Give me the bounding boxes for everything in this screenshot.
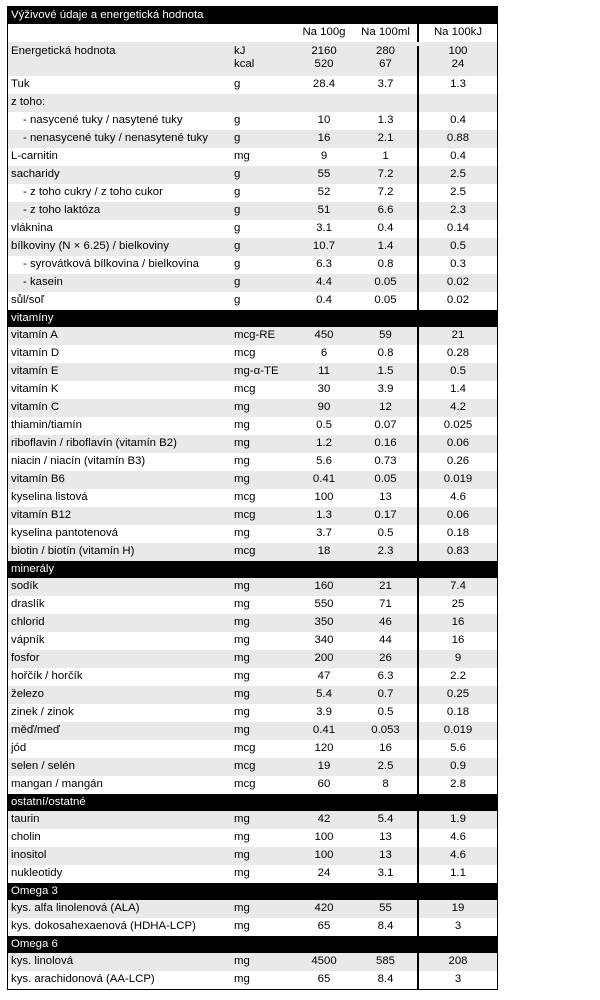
nutrient-unit: mg: [234, 955, 250, 968]
table-row: [8, 274, 497, 292]
nutrient-unit: mcg: [234, 742, 256, 755]
nutrient-name: biotin / biotín (vitamín H): [11, 545, 135, 558]
value-per100kj: 0.3: [417, 256, 497, 274]
table-row: [8, 112, 497, 130]
value-per100kj: 2.3: [417, 202, 497, 220]
value-per100ml: 55: [379, 902, 392, 915]
table-row: [8, 417, 497, 435]
value-per100kj: 19: [417, 900, 497, 918]
table-row: [8, 543, 497, 561]
table-row: [8, 256, 497, 274]
value-per100g: 100: [314, 849, 334, 862]
value-per100kj: 2.8: [417, 776, 497, 794]
nutrient-unit: mg-α-TE: [234, 365, 279, 378]
value-per100g: 350: [314, 616, 334, 629]
nutrient-unit: mg: [234, 920, 250, 933]
value-per100g: 100: [314, 831, 334, 844]
value-per100g: 55: [317, 168, 331, 181]
table-row: [8, 525, 497, 543]
nutrient-name: vláknina: [11, 222, 53, 235]
value-per100kj: 0.28: [417, 345, 497, 363]
value-per100kj: 0.5: [417, 363, 497, 381]
nutrient-name: taurin: [11, 813, 40, 826]
nutrient-unit: g: [234, 78, 241, 91]
table-sections: [8, 76, 497, 989]
nutrient-unit: mg: [234, 867, 250, 880]
value-per100kj: 2.5: [417, 166, 497, 184]
column-header-per100ml: Na 100ml: [361, 26, 410, 39]
value-per100kj: 0.88: [417, 130, 497, 148]
value-per100kj: 0.019: [417, 471, 497, 489]
value-per100g: 9: [320, 150, 328, 163]
table-row: [8, 345, 497, 363]
table-row: [8, 507, 497, 525]
value-per100kj: 4.6: [417, 829, 497, 847]
value-per100g: 3.9: [316, 706, 332, 719]
value-per100ml: 7.2: [377, 168, 394, 181]
value-per100ml: 26: [379, 652, 392, 665]
table-row: [8, 650, 497, 668]
value-per100kj: 0.5: [417, 238, 497, 256]
table-row: [8, 900, 497, 918]
value-per100ml: 3.7: [377, 78, 394, 91]
value-per100ml: 0.8: [377, 258, 394, 271]
table-row: [8, 453, 497, 471]
section-header: minerály: [8, 561, 497, 578]
value-per100g: 100: [314, 491, 334, 504]
value-per100kj: 0.06: [417, 435, 497, 453]
value-per100kj: [417, 94, 497, 112]
nutrition-table: [7, 6, 498, 990]
nutrient-unit: mcg: [234, 347, 256, 360]
value-per100g: 60: [317, 778, 331, 791]
value-per100ml: 13: [379, 491, 392, 504]
nutrient-name: thiamin/tiamín: [11, 419, 82, 432]
nutrient-unit: mg: [234, 670, 250, 683]
section-header: ostatní/ostatné: [8, 794, 497, 811]
value-per100ml: 1.4: [377, 240, 394, 253]
table-row: [8, 632, 497, 650]
value-per100g: 0.41: [312, 724, 336, 737]
nutrient-name: kys. arachidonová (AA-LCP): [11, 973, 155, 986]
value-per100g: 120: [314, 742, 334, 755]
value-per100g: 0.4: [316, 294, 332, 307]
energy-per100ml-kj: 280: [375, 45, 395, 57]
value-per100g: 200: [314, 652, 334, 665]
nutrient-unit: mg: [234, 706, 250, 719]
value-per100ml: 0.05: [374, 276, 397, 289]
value-per100ml: 3.1: [377, 867, 394, 880]
value-per100ml: 0.07: [374, 419, 397, 432]
table-row: [8, 292, 497, 310]
nutrient-unit: mcg-RE: [234, 329, 276, 342]
table-row: [8, 918, 497, 936]
value-per100ml: 2.5: [377, 760, 394, 773]
value-per100kj: 0.025: [417, 417, 497, 435]
value-per100kj: 0.25: [417, 686, 497, 704]
value-per100kj: 2.5: [417, 184, 497, 202]
value-per100g: 420: [314, 902, 334, 915]
nutrient-name: železo: [11, 688, 44, 701]
value-per100kj: 0.14: [417, 220, 497, 238]
value-per100ml: 585: [375, 955, 395, 968]
value-per100ml: 12: [379, 401, 392, 414]
value-per100ml: 0.5: [377, 527, 394, 540]
value-per100kj: 0.26: [417, 453, 497, 471]
nutrient-name: sodík: [11, 580, 39, 593]
value-per100kj: 0.18: [417, 704, 497, 722]
nutrient-name: kys. linolová: [11, 955, 74, 968]
value-per100kj: 1.4: [417, 381, 497, 399]
value-per100kj: 0.02: [417, 274, 497, 292]
value-per100g: 4500: [311, 955, 337, 968]
nutrient-name: - z toho cukry / z toho cukor: [23, 186, 163, 199]
nutrient-name: mangan / mangán: [11, 778, 103, 791]
value-per100kj: 9: [417, 650, 497, 668]
nutrient-unit: mg: [234, 652, 250, 665]
nutrient-name: vitamín B12: [11, 509, 72, 522]
value-per100ml: 3.9: [377, 383, 394, 396]
nutrient-name: cholin: [11, 831, 41, 844]
nutrient-name: Tuk: [11, 78, 30, 91]
nutrient-unit: g: [234, 276, 241, 289]
value-per100ml: 8.4: [377, 920, 394, 933]
value-per100g: 450: [314, 329, 334, 342]
value-per100g: 0.41: [312, 473, 336, 486]
nutrient-name: - z toho laktóza: [23, 204, 101, 217]
value-per100kj: 21: [417, 327, 497, 345]
nutrient-name: vitamín B6: [11, 473, 65, 486]
energy-name: Energetická hodnota: [11, 45, 116, 57]
value-per100g: 6: [320, 347, 328, 360]
nutrient-unit: g: [234, 294, 241, 307]
table-row: [8, 166, 497, 184]
nutrient-name: L-carnitin: [11, 150, 58, 163]
table-row: [8, 740, 497, 758]
value-per100kj: 4.6: [417, 847, 497, 865]
value-per100ml: 1: [382, 150, 389, 163]
value-per100ml: 0.5: [377, 706, 394, 719]
value-per100g: 10.7: [312, 240, 336, 253]
value-per100ml: 6.6: [377, 204, 394, 217]
energy-per100kj-kj: 100: [448, 45, 468, 57]
value-per100ml: 0.05: [374, 473, 397, 486]
nutrient-unit: g: [234, 240, 241, 253]
value-per100kj: 0.4: [417, 148, 497, 166]
table-row: [8, 811, 497, 829]
table-row: [8, 238, 497, 256]
energy-per100ml-kcal: 67: [379, 58, 392, 71]
value-per100g: 1.3: [316, 509, 332, 522]
value-per100kj: 0.9: [417, 758, 497, 776]
nutrient-name: - syrovátková bílkovina / bielkovina: [23, 258, 200, 271]
column-header-per100kj: Na 100kJ: [417, 24, 497, 42]
value-per100g: 65: [317, 973, 331, 986]
value-per100ml: 2.1: [377, 132, 394, 145]
value-per100g: 5.6: [316, 455, 332, 468]
value-per100kj: 0.83: [417, 543, 497, 561]
energy-unit-kj: kJ: [234, 45, 246, 57]
nutrient-unit: mg: [234, 831, 250, 844]
value-per100g: 4.4: [316, 276, 332, 289]
nutrient-name: riboflavin / riboflavín (vitamín B2): [11, 437, 177, 450]
value-per100ml: 13: [379, 849, 392, 862]
nutrient-name: bílkoviny (N × 6.25) / bielkoviny: [11, 240, 169, 253]
value-per100g: 52: [317, 186, 331, 199]
value-per100g: 3.7: [316, 527, 332, 540]
nutrient-name: kyselina listová: [11, 491, 88, 504]
table-row: [8, 471, 497, 489]
energy-per100g-kcal: 520: [314, 58, 334, 71]
nutrient-name: - nasycené tuky / nasytené tuky: [23, 114, 183, 127]
nutrient-name: chlorid: [11, 616, 45, 629]
nutrient-unit: mg: [234, 527, 250, 540]
table-row: [8, 971, 497, 989]
nutrient-name: sůl/soľ: [11, 294, 45, 307]
value-per100ml: 6.3: [377, 670, 394, 683]
value-per100kj: 0.019: [417, 722, 497, 740]
nutrient-unit: mg: [234, 473, 250, 486]
nutrient-unit: mg: [234, 973, 250, 986]
nutrient-unit: mcg: [234, 509, 256, 522]
nutrient-name: kys. dokosahexaenová (HDHA-LCP): [11, 920, 196, 933]
value-per100ml: 7.2: [377, 186, 394, 199]
nutrient-unit: g: [234, 222, 241, 235]
energy-unit-kcal: kcal: [234, 58, 255, 71]
table-row: [8, 381, 497, 399]
energy-per100ml: [354, 46, 417, 71]
nutrient-unit: mg: [234, 616, 250, 629]
section-header: vitamíny: [8, 310, 497, 327]
column-header-per100g: Na 100g: [302, 26, 346, 39]
column-header-row: [8, 24, 497, 42]
nutrient-unit: mg: [234, 437, 250, 450]
value-per100g: 6.3: [316, 258, 332, 271]
value-per100g: 24: [317, 867, 331, 880]
nutrient-unit: g: [234, 204, 241, 217]
nutrient-unit: mg: [234, 902, 250, 915]
value-per100kj: 1.9: [417, 811, 497, 829]
energy-per100g: [294, 46, 354, 71]
value-per100ml: 71: [379, 598, 392, 611]
table-row: [8, 776, 497, 794]
table-row: [8, 202, 497, 220]
value-per100ml: 5.4: [377, 813, 394, 826]
value-per100ml: 59: [379, 329, 392, 342]
value-per100kj: 2.2: [417, 668, 497, 686]
table-row: [8, 363, 497, 381]
table-row: [8, 578, 497, 596]
value-per100kj: 0.06: [417, 507, 497, 525]
nutrient-unit: mcg: [234, 778, 256, 791]
value-per100kj: 0.4: [417, 112, 497, 130]
nutrient-name: - kasein: [23, 276, 63, 289]
nutrient-unit: mcg: [234, 491, 256, 504]
value-per100g: 16: [317, 132, 331, 145]
nutrient-unit: mg: [234, 401, 250, 414]
table-title: Výživové údaje a energetická hodnota: [8, 7, 497, 24]
table-row: [8, 668, 497, 686]
nutrient-unit: mg: [234, 580, 250, 593]
value-per100g: 30: [317, 383, 331, 396]
value-per100g: 10: [317, 114, 331, 127]
nutrient-name: selen / selén: [11, 760, 75, 773]
value-per100kj: 4.6: [417, 489, 497, 507]
nutrient-unit: g: [234, 258, 241, 271]
value-per100ml: 21: [379, 580, 392, 593]
value-per100g: 47: [317, 670, 331, 683]
table-row: [8, 596, 497, 614]
value-per100g: 340: [314, 634, 334, 647]
nutrient-name: vitamín K: [11, 383, 59, 396]
value-per100g: 28.4: [312, 78, 336, 91]
value-per100kj: 25: [417, 596, 497, 614]
nutrient-name: sacharidy: [11, 168, 60, 181]
value-per100ml: 0.73: [374, 455, 397, 468]
table-row: [8, 686, 497, 704]
nutrient-unit: mcg: [234, 760, 256, 773]
value-per100g: 42: [317, 813, 331, 826]
value-per100kj: 16: [417, 614, 497, 632]
table-row: [8, 327, 497, 345]
nutrient-unit: mg: [234, 634, 250, 647]
value-per100kj: 0.02: [417, 292, 497, 310]
nutrient-name: draslík: [11, 598, 45, 611]
nutrient-name: - nenasycené tuky / nenasytené tuky: [23, 132, 208, 145]
value-per100ml: 1.5: [377, 365, 394, 378]
nutrient-name: hořčík / horčík: [11, 670, 83, 683]
nutrient-unit: mg: [234, 455, 250, 468]
value-per100kj: 1.1: [417, 865, 497, 883]
value-per100g: 18: [317, 545, 331, 558]
value-per100ml: 8: [382, 778, 389, 791]
table-row: [8, 399, 497, 417]
value-per100ml: 0.053: [371, 724, 400, 737]
value-per100ml: 2.3: [377, 545, 394, 558]
table-row: [8, 130, 497, 148]
table-row: [8, 722, 497, 740]
nutrient-name: kyselina pantotenová: [11, 527, 119, 540]
value-per100g: 160: [314, 580, 334, 593]
table-row: [8, 184, 497, 202]
nutrient-unit: mg: [234, 150, 250, 163]
table-row: [8, 220, 497, 238]
value-per100ml: 0.05: [374, 294, 397, 307]
value-per100kj: 16: [417, 632, 497, 650]
nutrient-name: jód: [11, 742, 27, 755]
nutrient-unit: g: [234, 114, 241, 127]
value-per100kj: 208: [417, 953, 497, 971]
nutrient-unit: mg: [234, 724, 250, 737]
table-row: [8, 148, 497, 166]
value-per100g: 3.1: [316, 222, 332, 235]
value-per100ml: 0.16: [374, 437, 397, 450]
nutrient-name: vitamín D: [11, 347, 60, 360]
table-row: [8, 847, 497, 865]
table-row: [8, 865, 497, 883]
value-per100kj: 5.6: [417, 740, 497, 758]
nutrient-unit: mcg: [234, 545, 256, 558]
section-header: Omega 6: [8, 936, 497, 953]
nutrient-unit: mg: [234, 598, 250, 611]
table-row: [8, 829, 497, 847]
value-per100ml: 0.8: [377, 347, 394, 360]
value-per100g: 11: [318, 365, 330, 378]
nutrient-name: niacin / niacín (vitamín B3): [11, 455, 146, 468]
value-per100g: 5.4: [316, 688, 332, 701]
value-per100kj: 0.18: [417, 525, 497, 543]
table-row: [8, 435, 497, 453]
table-row: [8, 953, 497, 971]
table-row: [8, 489, 497, 507]
nutrient-unit: g: [234, 132, 241, 145]
value-per100g: 65: [317, 920, 331, 933]
value-per100g: 0.5: [316, 419, 332, 432]
nutrient-name: z toho:: [11, 96, 46, 109]
nutrient-name: nukleotidy: [11, 867, 63, 880]
nutrient-name: vitamín C: [11, 401, 60, 414]
value-per100ml: 0.7: [377, 688, 394, 701]
table-row: [8, 94, 497, 112]
nutrient-name: vápník: [11, 634, 45, 647]
nutrient-unit: mcg: [234, 383, 256, 396]
energy-per100kj-kcal: 24: [451, 58, 465, 71]
value-per100ml: 1.3: [377, 114, 394, 127]
value-per100g: 19: [317, 760, 331, 773]
value-per100g: 51: [317, 204, 331, 217]
nutrient-unit: mg: [234, 688, 250, 701]
nutrient-name: fosfor: [11, 652, 40, 665]
table-row: [8, 614, 497, 632]
nutrient-name: kys. alfa linolenová (ALA): [11, 902, 140, 915]
value-per100kj: 3: [417, 918, 497, 936]
nutrient-name: vitamín A: [11, 329, 58, 342]
value-per100ml: 16: [379, 742, 392, 755]
table-row: [8, 76, 497, 94]
value-per100g: 90: [317, 401, 331, 414]
section-header: Omega 3: [8, 883, 497, 900]
nutrient-unit: mg: [234, 813, 250, 826]
value-per100kj: 7.4: [417, 578, 497, 596]
nutrient-unit: mg: [234, 849, 250, 862]
nutrient-name: inositol: [11, 849, 47, 862]
nutrient-name: zinek / zinok: [11, 706, 74, 719]
value-per100g: 1.2: [316, 437, 332, 450]
value-per100kj: 1.3: [417, 76, 497, 94]
energy-per100kj: [417, 46, 497, 76]
value-per100ml: 44: [379, 634, 392, 647]
value-per100ml: 0.4: [377, 222, 394, 235]
table-row: [8, 758, 497, 776]
value-per100kj: 3: [417, 971, 497, 989]
value-per100ml: 0.17: [374, 509, 397, 522]
energy-units: [234, 46, 294, 71]
nutrient-name: měď/meď: [11, 724, 60, 737]
value-per100ml: 13: [379, 831, 392, 844]
value-per100g: 550: [314, 598, 334, 611]
nutrient-unit: g: [234, 186, 241, 199]
table-row: [8, 704, 497, 722]
nutrient-unit: g: [234, 168, 241, 181]
energy-per100g-kj: 2160: [311, 45, 337, 57]
energy-row: [8, 42, 497, 76]
value-per100ml: 8.4: [377, 973, 394, 986]
value-per100ml: 46: [379, 616, 392, 629]
nutrient-unit: mg: [234, 419, 250, 432]
value-per100kj: 4.2: [417, 399, 497, 417]
nutrient-name: vitamín E: [11, 365, 59, 378]
